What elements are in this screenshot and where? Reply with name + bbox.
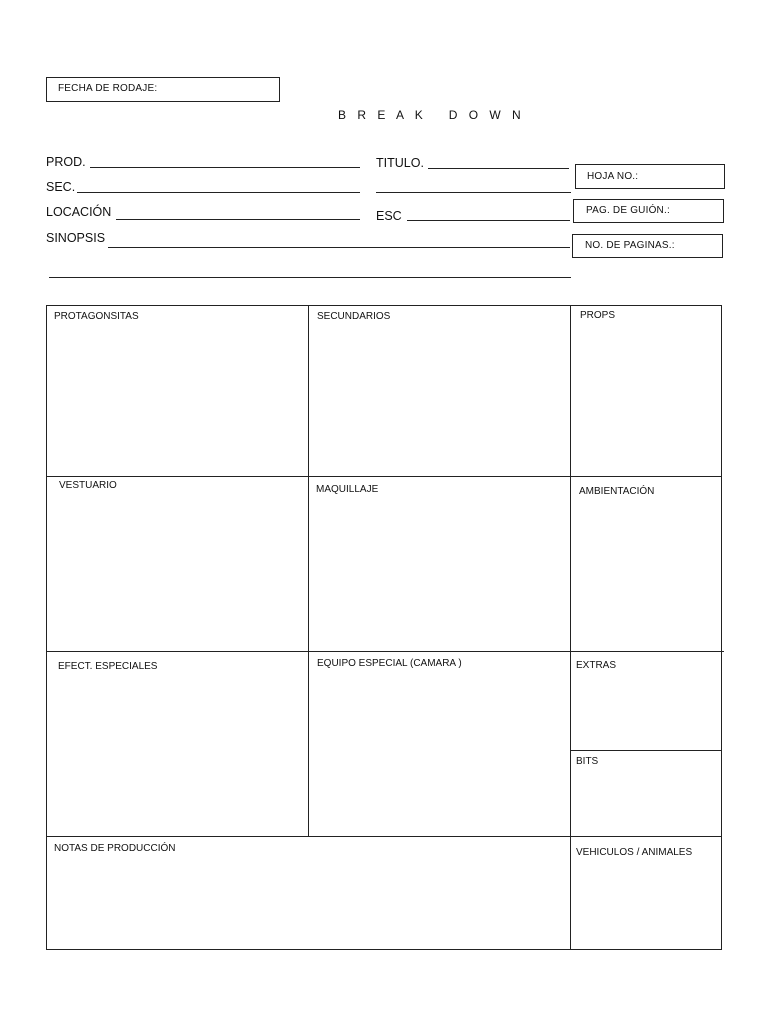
title-input-line-2[interactable] [376,192,571,193]
grid-divider-v1 [308,305,309,836]
grid-divider-h2 [46,651,724,652]
script-page-label: PAG. DE GUIÓN.: [586,205,670,216]
grid-divider-h3 [570,750,722,751]
sec-input-line[interactable] [77,192,360,193]
sheet-number-label: HOJA NO.: [587,171,639,182]
production-notes-cell-label: NOTAS DE PRODUCCIÓN [54,843,176,854]
grid-divider-h4 [46,836,722,837]
title-label: TITULO. [376,156,424,170]
extras-cell-label: EXTRAS [576,660,617,671]
page-count-label: NO. DE PAGINAS.: [585,240,675,251]
props-cell-label: PROPS [580,310,616,321]
page-count-field[interactable] [572,234,723,258]
synopsis-input-line-2[interactable] [49,277,571,278]
scene-input-line[interactable] [407,220,570,221]
page-title: B R E A K D O W N [338,108,525,122]
sec-label: SEC. [46,180,76,194]
protagonists-cell-label: PROTAGONSITAS [54,311,139,322]
prod-label: PROD. [46,155,86,169]
set-dressing-cell-label: AMBIENTACIÓN [579,486,655,497]
synopsis-label: SINOPSIS [46,231,106,245]
grid-divider-v2 [570,305,571,950]
location-label: LOCACIÓN [46,205,112,219]
vehicles-animals-cell-label: VEHICULOS / ANIMALES [576,847,693,858]
sheet-number-field[interactable] [575,164,725,189]
bits-cell-label: BITS [576,756,599,767]
prod-input-line[interactable] [90,167,360,168]
special-equipment-cell-label: EQUIPO ESPECIAL (CAMARA ) [317,658,462,669]
shoot-date-label: FECHA DE RODAJE: [58,83,158,94]
special-effects-cell-label: EFECT. ESPECIALES [58,661,158,672]
secondary-cell-label: SECUNDARIOS [317,311,391,322]
wardrobe-cell-label: VESTUARIO [59,480,117,491]
title-input-line[interactable] [428,168,569,169]
synopsis-input-line[interactable] [108,247,570,248]
grid-divider-h1 [46,476,722,477]
makeup-cell-label: MAQUILLAJE [316,484,379,495]
script-page-field[interactable] [573,199,724,223]
scene-label: ESC [376,209,402,223]
shoot-date-field[interactable] [46,77,280,102]
location-input-line[interactable] [116,219,360,220]
